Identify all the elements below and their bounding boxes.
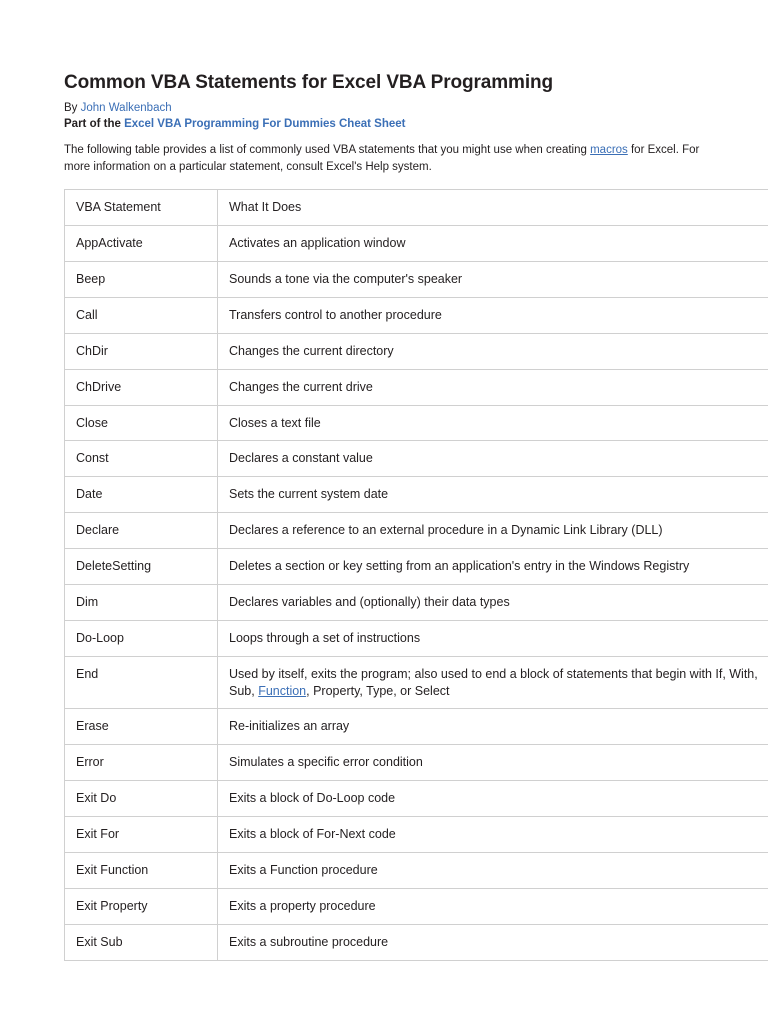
cell-statement: Exit For	[65, 817, 218, 853]
cell-statement: Const	[65, 441, 218, 477]
function-link[interactable]: Function	[258, 683, 307, 698]
table-row	[65, 817, 768, 853]
cheat-sheet-link[interactable]: Excel VBA Programming For Dummies Cheat Sheet	[124, 118, 406, 130]
cell-statement: Date	[65, 477, 218, 513]
intro-text-part1: The following table provides a list of commonly used VBA statements that you might use when creating	[64, 144, 591, 156]
cell-description: Changes the current directory	[218, 333, 768, 369]
table-row	[65, 405, 768, 441]
cell-statement: Do-Loop	[65, 620, 218, 656]
intro-text-part2: for Excel. For more information on a particular statement, consult Excel's Help system.	[64, 144, 700, 173]
cell-description: Closes a text file	[218, 405, 768, 441]
column-header-statement: VBA Statement	[65, 190, 218, 226]
table-row	[65, 226, 768, 262]
table-row	[65, 297, 768, 333]
cell-statement: Dim	[65, 584, 218, 620]
intro-paragraph	[64, 142, 714, 175]
table-row	[65, 549, 768, 585]
cell-description: Declares variables and (optionally) their data types	[218, 584, 768, 620]
page-title: Common VBA Statements for Excel VBA Programming	[64, 72, 554, 93]
table-row	[65, 477, 768, 513]
cell-statement: Declare	[65, 513, 218, 549]
cell-description: Transfers control to another procedure	[218, 297, 768, 333]
table-row	[65, 262, 768, 298]
cell-statement: AppActivate	[65, 226, 218, 262]
author-link[interactable]: John Walkenbach	[80, 102, 172, 114]
cell-statement: Call	[65, 297, 218, 333]
part-of-prefix: Part of the	[64, 118, 125, 130]
cell-description: Sounds a tone via the computer's speaker	[218, 262, 768, 298]
table-row	[65, 745, 768, 781]
cell-description: Sets the current system date	[218, 477, 768, 513]
cell-description: Exits a block of Do-Loop code	[218, 781, 768, 817]
cell-statement: ChDrive	[65, 369, 218, 405]
cell-statement: End	[65, 656, 218, 709]
cell-description: Deletes a section or key setting from an application's entry in the Windows Registry	[218, 549, 768, 585]
byline-prefix: By	[64, 102, 81, 114]
table-row	[65, 888, 768, 924]
table-row	[65, 513, 768, 549]
table-row	[65, 369, 768, 405]
cell-statement: ChDir	[65, 333, 218, 369]
cell-description: Re-initializes an array	[218, 709, 768, 745]
end-desc-pre: Used by itself, exits the program; also used to end a block of statements that begin with If, With, Sub,	[229, 666, 758, 698]
cell-description: Exits a subroutine procedure	[218, 924, 768, 960]
table-row	[65, 333, 768, 369]
byline	[64, 102, 718, 114]
table-row	[65, 620, 768, 656]
cell-description: Activates an application window	[218, 226, 768, 262]
cell-statement: Exit Property	[65, 888, 218, 924]
table-row	[65, 441, 768, 477]
cell-statement: Error	[65, 745, 218, 781]
table-row	[65, 781, 768, 817]
table-row	[65, 656, 768, 709]
part-of-line	[64, 118, 718, 130]
table-row	[65, 584, 768, 620]
cell-statement: Erase	[65, 709, 218, 745]
table-row	[65, 709, 768, 745]
cell-description: Declares a constant value	[218, 441, 768, 477]
end-desc-post: , Property, Type, or Select	[306, 683, 450, 698]
table-header-row	[65, 190, 768, 226]
cell-statement: Beep	[65, 262, 218, 298]
cell-statement: Exit Sub	[65, 924, 218, 960]
cell-description: Simulates a specific error condition	[218, 745, 768, 781]
table-row	[65, 852, 768, 888]
cell-description: Exits a property procedure	[218, 888, 768, 924]
cell-description-end	[218, 656, 768, 709]
cell-statement: Exit Do	[65, 781, 218, 817]
macros-link[interactable]: macros	[590, 144, 628, 156]
cell-description: Declares a reference to an external procedure in a Dynamic Link Library (DLL)	[218, 513, 768, 549]
cell-description: Exits a Function procedure	[218, 852, 768, 888]
column-header-description: What It Does	[218, 190, 768, 226]
table-body	[65, 190, 768, 960]
cell-description: Loops through a set of instructions	[218, 620, 768, 656]
cell-description: Changes the current drive	[218, 369, 768, 405]
cell-statement: Close	[65, 405, 218, 441]
cell-statement: DeleteSetting	[65, 549, 218, 585]
table-row	[65, 924, 768, 960]
vba-statements-table	[64, 189, 768, 960]
cell-statement: Exit Function	[65, 852, 218, 888]
cell-description: Exits a block of For-Next code	[218, 817, 768, 853]
